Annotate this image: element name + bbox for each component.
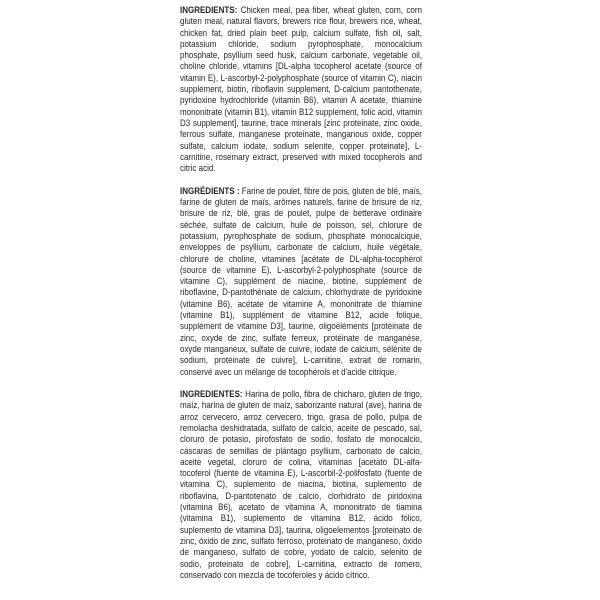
ingredients-body-es: Harina de pollo, fibra de chicharo, gluten de trigo, maíz, harina de gluten de maíz, saborizante natural (ave), harina de arroz cervecero, arroz cervecero, trigo, grasa de pollo, pulpa de remolacha deshidratada, sulfato de calcio, aceite de pescado, sal, cloruro de potasio, pirofosfato de sodio, fosfato de monocalcio, cáscaras de semillas de plántago psyllium, carbonato de calcio, aceite vegetal, cloruro de colina, vitaminas [acetato DL-alfa-tocoferol (fuente de vitamina E), L-ascorbil-2-polifosfato (fuente de vitamina C), suplemento de niacina, biotina, suplemento de riboflavina, D-pantotenato de calcio, clorhidrato de piridoxina (vitamina B6), acetato de vitamina A, mononitrato de tiamina (vitamina B1), suplemento de vitamina B12, ácido fólico, suplemento de vitamina D3], taurina, oligoelementos [proteinato de zinc, óxido de zinc, sulfato ferroso, proteinato de manganeso, óxido de manganeso, sulfato de cobre, yodato de calcio, selenito de sodio, proteinato de cobre], L-carnitina, extracto de romero, conservado con mezcla de tocoferoles y ácido cítrico. — [180, 388, 422, 580]
ingredients-section-fr — [180, 185, 422, 377]
ingredients-section-es — [180, 388, 422, 580]
ingredients-text-column — [180, 4, 422, 580]
ingredients-body-en: Chicken meal, pea fiber, wheat gluten, corn, corn gluten meal, natural flavors, brewers rice flour, brewers rice, wheat, chicken fat, dried plain beet pulp, calcium sulfate, fish oil, salt, potassium chloride, sodium pyrophosphate, monocalcium phosphate, psyllium seed husk, calcium carbonate, vegetable oil, choline chloride, vitamins [DL-alpha tocopherol acetate (source of vitamin E), L-ascorbyl-2-polyphosphate (source of vitamin C), niacin supplement, biotin, riboflavin supplement, D-calcium pantothenate, pyridoxine hydrochloride (vitamin B6), vitamin A acetate, thiamine mononitrate (vitamin B1), vitamin B12 supplement, folic acid, vitamin D3 supplement], taurine, trace minerals [zinc proteinate, zinc oxide, ferrous sulfate, manganese proteinate, manganous oxide, copper sulfate, calcium iodate, sodium selenite, copper proteinate], L-carnitine, rosemary extract, preserved with mixed tocopherols and citric acid. — [180, 4, 422, 174]
ingredients-heading-fr: INGRÉDIENTS : — [180, 184, 240, 196]
ingredients-section-en — [180, 4, 422, 173]
ingredients-heading-en: INGREDIENTS: — [180, 4, 238, 15]
ingredients-body-fr: Farine de poulet, fibre de pois, gluten de blé, maïs, farine de gluten de maïs, arômes naturels, farine de brisure de riz, brisure de riz, blé, gras de poulet, pulpe de betterave ordinaire séchée, sulfate de calcium, huile de poisson, sel, chlorure de potassium, pyrophosphate de sodium, phosphate monocalcique, enveloppes de psyllium, carbonate de calcium, huile végétale, chlorure de choline, vitamines [acétate de DL-alpha-tocophérol (source de vitamine E), L-ascorbyl-2-polyphosphate (source de vitamine C), supplément de niacine, biotine, supplément de riboflavine, D-pantothénate de calcium, chlorhydrate de pyridoxine (vitamine B6), acétate de vitamine A, mononitrate de thiamine (vitamine B1), supplément de vitamine B12, acide folique, supplément de vitamine D3], taurine, oligoéléments [protéinate de zinc, oxyde de zinc, sulfate ferreux, protéinate de manganèse, oxyde manganeux, sulfate de cuivre, iodate de calcium, sélénite de sodium, protéinate de cuivre], L-carnitine, extrait de romarin, conservé avec un mélange de tocophérols et d'acide citrique. — [180, 184, 422, 377]
ingredients-heading-es: INGREDIENTES: — [180, 388, 243, 400]
